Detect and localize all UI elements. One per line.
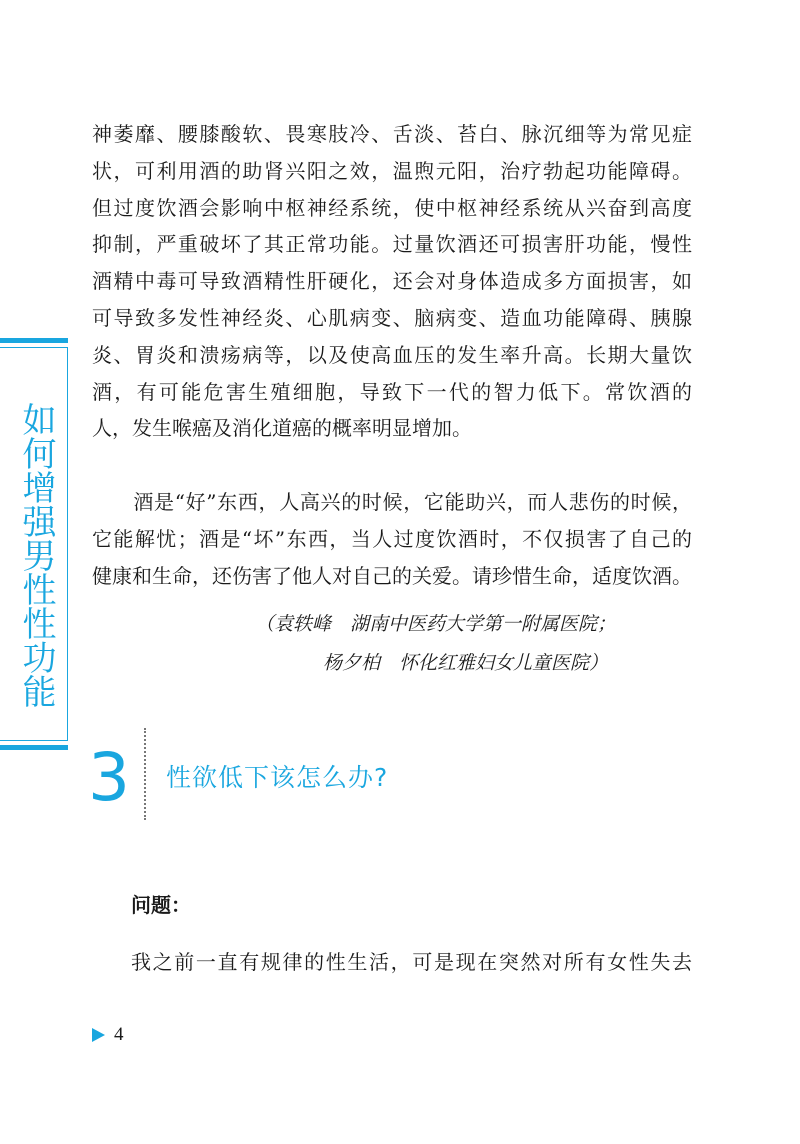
sidebar-top-rule — [0, 338, 68, 343]
section-dotted-divider — [144, 728, 146, 820]
paragraph-line: 酒是“好”东西，人高兴的时候，它能助兴，而人悲伤的时候， — [92, 490, 692, 514]
paragraph-line: 健康和生命，还伤害了他人对自己的关爱。请珍惜生命，适度饮酒。 — [92, 563, 692, 588]
sidebar-top-thin-rule — [0, 347, 68, 348]
paragraph-line: 炎、胃炎和溃疡病等，以及使高血压的发生率升高。长期大量饮 — [92, 342, 692, 367]
chapter-title-vertical: 如何增强男性性功能 — [16, 402, 56, 708]
paragraph-line: 状，可利用酒的助肾兴阳之效，温煦元阳，治疗勃起功能障碍。 — [92, 158, 692, 183]
author-credit-line-2: 杨夕柏 怀化红雅妇女儿童医院） — [323, 652, 609, 674]
page-arrow-icon — [92, 1028, 105, 1042]
paragraph-line: 它能解忧；酒是“坏”东西，当人过度饮酒时，不仅损害了自己的 — [92, 526, 692, 551]
paragraph-line: 人，发生喉癌及消化道癌的概率明显增加。 — [92, 416, 472, 441]
sidebar-bottom-rule — [0, 745, 68, 750]
body-paragraph-2 — [92, 484, 692, 594]
paragraph-line: 抑制，严重破坏了其正常功能。过量饮酒还可损害肝功能，慢性 — [92, 232, 692, 257]
page-number: 4 — [114, 1024, 124, 1045]
chapter-sidebar — [0, 338, 68, 750]
section-number: 3 — [88, 739, 130, 816]
section-title: 性欲低下该怎么办? — [166, 763, 389, 792]
paragraph-line: 可导致多发性神经炎、心肌病变、脑病变、造血功能障碍、胰腺 — [92, 305, 692, 330]
paragraph-line: 神萎靡、腰膝酸软、畏寒肢冷、舌淡、苔白、脉沉细等为常见症 — [92, 122, 692, 146]
body-paragraph-1 — [92, 116, 692, 447]
question-text: 我之前一直有规律的性生活，可是现在突然对所有女性失去 — [131, 950, 692, 974]
sidebar-vertical-rule — [67, 348, 68, 740]
paragraph-line: 酒，有可能危害生殖细胞，导致下一代的智力低下。常饮酒的 — [92, 379, 692, 404]
paragraph-line: 但过度饮酒会影响中枢神经系统，使中枢神经系统从兴奋到高度 — [92, 195, 692, 220]
author-credit-line-1: （袁轶峰 湖南中医药大学第一附属医院； — [255, 613, 617, 635]
sidebar-bottom-thin-rule — [0, 740, 68, 741]
paragraph-line: 酒精中毒可导致酒精性肝硬化，还会对身体造成多方面损害，如 — [92, 269, 692, 294]
question-label: 问题： — [131, 893, 191, 917]
